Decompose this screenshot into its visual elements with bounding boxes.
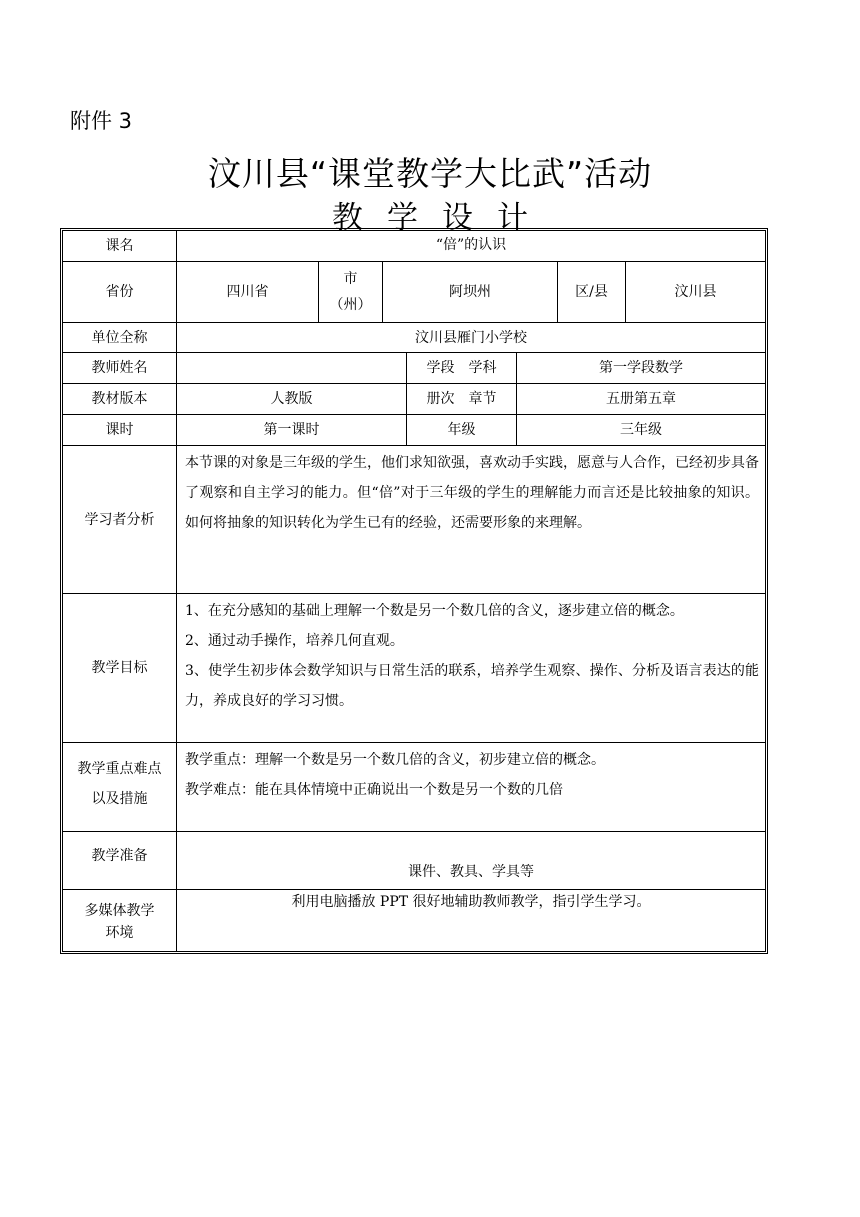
media-label xyxy=(63,890,177,951)
document-title: 汶川县“课堂教学大比武”活动 xyxy=(207,154,653,193)
preparation-label: 教学准备 xyxy=(63,832,177,890)
key-points-label-line1: 教学重点难点 xyxy=(77,761,162,777)
province-label: 省份 xyxy=(63,262,177,323)
lesson-name-value: “倍”的认识 xyxy=(177,231,765,262)
province-value: 四川省 xyxy=(177,262,319,323)
key-point: 教学重点：理解一个数是另一个数几倍的含义，初步建立倍的概念。 xyxy=(185,752,605,768)
city-value: 阿坝州 xyxy=(383,262,558,323)
county-label: 区/县 xyxy=(558,262,626,323)
document-subtitle: 教学设计 xyxy=(332,200,552,236)
learner-analysis-label: 学习者分析 xyxy=(63,446,177,594)
edition-value: 人教版 xyxy=(177,384,407,415)
grade-value: 三年级 xyxy=(517,415,765,446)
teaching-goals-label: 教学目标 xyxy=(63,594,177,743)
chapter-label: 册次 章节 xyxy=(407,384,517,415)
grade-label: 年级 xyxy=(407,415,517,446)
lesson-design-table xyxy=(60,228,768,954)
period-label: 课时 xyxy=(63,415,177,446)
chapter-value: 五册第五章 xyxy=(517,384,765,415)
preparation-value: 课件、教具、学具等 xyxy=(177,832,765,890)
stage-value: 第一学段数学 xyxy=(517,353,765,384)
media-label-line1: 多媒体教学 xyxy=(84,903,155,919)
learner-analysis-text: 本节课的对象是三年级的学生，他们求知欲强，喜欢动手实践，愿意与人合作，已经初步具备了观察和自主学习的能力。但“倍”对于三年级的学生的理解能力而言还是比较抽象的知识。如何将抽象的知识转化为学生已有的经验，还需要形象的来理解。 xyxy=(177,446,765,594)
city-label xyxy=(319,262,383,323)
city-label-line2: （州） xyxy=(329,297,372,313)
lesson-name-label: 课名 xyxy=(63,231,177,262)
goal-item: 1、在充分感知的基础上理解一个数是另一个数几倍的含义，逐步建立倍的概念。 xyxy=(185,603,684,619)
county-value: 汶川县 xyxy=(626,262,765,323)
media-value: 利用电脑播放 PPT 很好地辅助教师教学，指引学生学习。 xyxy=(291,894,651,910)
key-points-text xyxy=(177,743,765,832)
school-value: 汶川县雁门小学校 xyxy=(177,323,765,353)
stage-label: 学段 学科 xyxy=(407,353,517,384)
teacher-value xyxy=(177,353,407,384)
key-points-label xyxy=(63,743,177,832)
attachment-label: 附件 3 xyxy=(70,109,133,133)
media-label-line2: 环境 xyxy=(105,925,134,941)
school-label: 单位全称 xyxy=(63,323,177,353)
difficulty-point: 教学难点：能在具体情境中正确说出一个数是另一个数的几倍 xyxy=(185,782,563,798)
period-value: 第一课时 xyxy=(177,415,407,446)
key-points-label-line2: 以及措施 xyxy=(91,791,148,807)
goal-item: 2、通过动手操作，培养几何直观。 xyxy=(185,633,404,649)
teaching-goals-list xyxy=(177,594,765,743)
teacher-label: 教师姓名 xyxy=(63,353,177,384)
goal-item: 3、使学生初步体会数学知识与日常生活的联系，培养学生观察、操作、分析及语言表达的能力，养成良好的学习习惯。 xyxy=(185,663,759,709)
city-label-line1: 市 xyxy=(343,271,358,287)
edition-label: 教材版本 xyxy=(63,384,177,415)
